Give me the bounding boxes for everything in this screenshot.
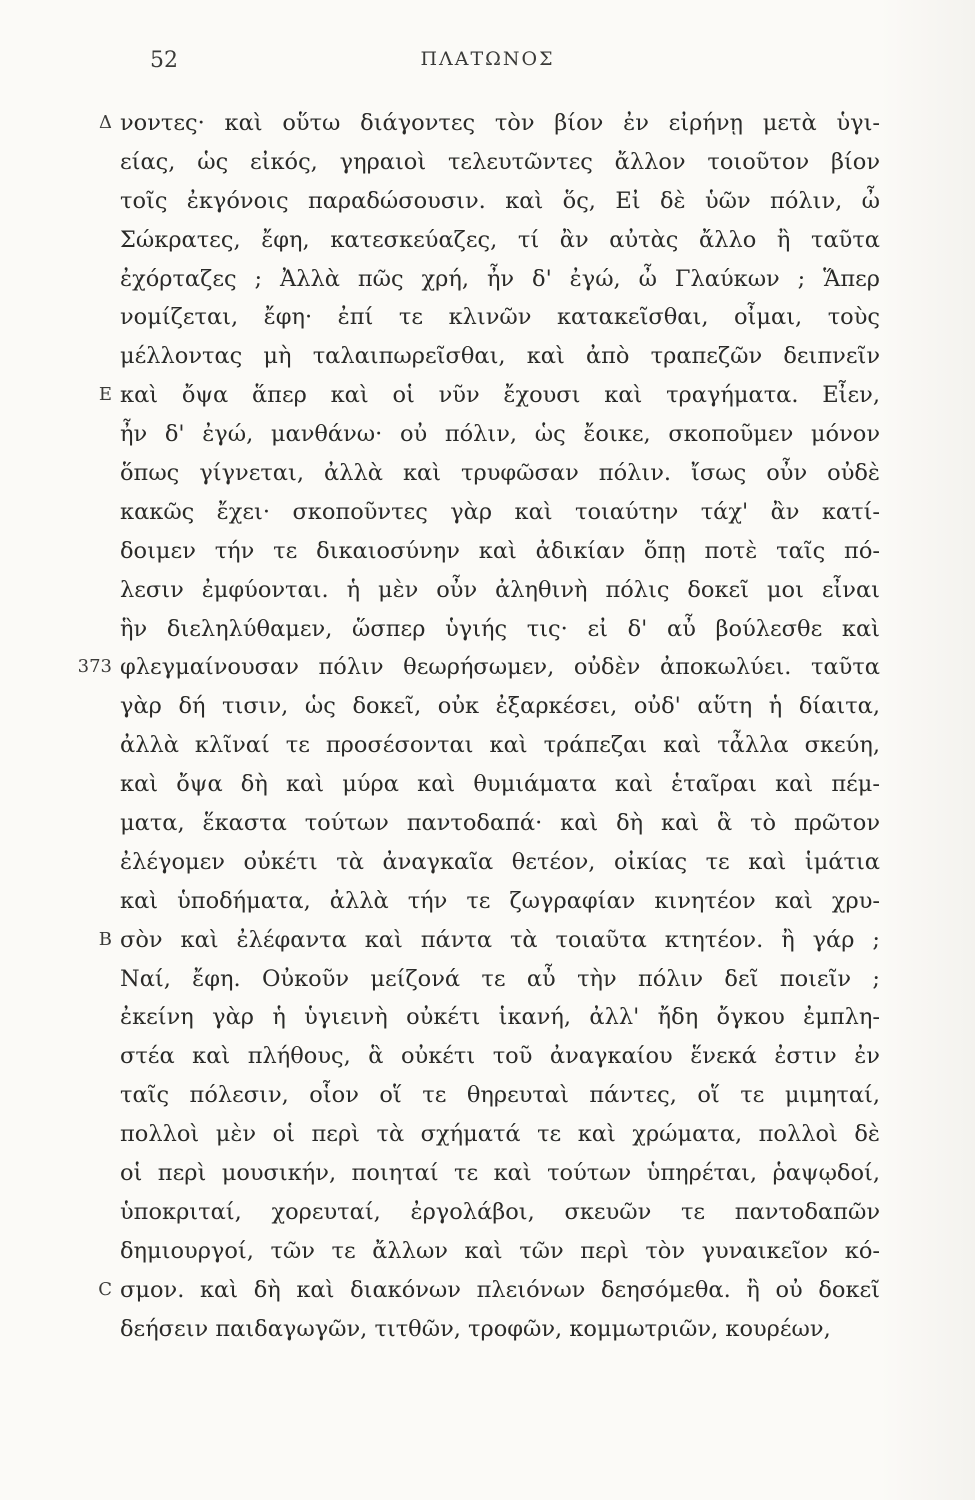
text-line	[120, 1232, 890, 1271]
stephanus-marker: C	[98, 1278, 112, 1300]
line-text: δεήσειν παιδαγωγῶν, τιτθῶν, τροφῶν, κομμωτριῶν, κουρέων,	[120, 1315, 831, 1342]
text-line	[120, 804, 890, 843]
text-line	[120, 143, 890, 182]
text-line	[120, 221, 890, 260]
stephanus-marker: E	[98, 384, 112, 406]
text-line	[120, 687, 890, 726]
text-line	[120, 532, 890, 571]
line-text: ματα, ἕκαστα τούτων παντοδαπά· καὶ δὴ καὶ ἃ τὸ πρῶτον	[120, 810, 880, 837]
text-line	[120, 260, 890, 299]
line-text: δοιμεν τήν τε δικαιοσύνην καὶ ἀδικίαν ὅπῃ ποτὲ ταῖς πό-	[120, 537, 880, 564]
text-line	[120, 298, 890, 337]
text-line	[120, 1310, 890, 1349]
line-text: σὸν καὶ ἐλέφαντα καὶ πάντα τὰ τοιαῦτα κτητέον. ἢ γάρ ;	[120, 926, 880, 953]
text-body	[77, 104, 890, 1349]
text-line	[98, 921, 890, 960]
line-text: Σώκρατες, ἔφη, κατεσκεύαζες, τί ἂν αὐτὰς ἄλλο ἢ ταῦτα	[120, 226, 880, 253]
text-line	[120, 843, 890, 882]
text-line	[120, 1154, 890, 1193]
line-text: πολλοὶ μὲν οἱ περὶ τὰ σχήματά τε καὶ χρώματα, πολλοὶ δὲ	[120, 1121, 880, 1148]
line-text: ἐχόρταζες ; Ἀλλὰ πῶς χρή, ἦν δ' ἐγώ, ὦ Γλαύκων ; Ἅπερ	[120, 265, 880, 292]
line-text: γὰρ δή τισιν, ὡς δοκεῖ, οὐκ ἐξαρκέσει, οὐδ' αὕτη ἡ δίαιτα,	[120, 693, 880, 720]
text-line	[120, 1076, 890, 1115]
page-edge-shade	[880, 0, 975, 1500]
line-text: σμον. καὶ δὴ καὶ διακόνων πλειόνων δεησόμεθα. ἢ οὐ δοκεῖ	[120, 1276, 880, 1303]
running-head: ΠΛΑΤΩΝΟΣ	[420, 48, 555, 70]
text-line	[120, 882, 890, 921]
text-line	[120, 493, 890, 532]
line-text: στέα καὶ πλήθους, ἃ οὐκέτι τοῦ ἀναγκαίου ἕνεκά ἐστιν ἐν	[120, 1043, 880, 1070]
text-line	[120, 182, 890, 221]
line-text: καὶ ὄψα δὴ καὶ μύρα καὶ θυμιάματα καὶ ἑταῖραι καὶ πέμ-	[120, 771, 880, 798]
line-text: καὶ ὑποδήματα, ἀλλὰ τήν τε ζωγραφίαν κινητέον καὶ χρυ-	[120, 887, 880, 914]
line-text: δημιουργοί, τῶν τε ἄλλων καὶ τῶν περὶ τὸν γυναικεῖον κό-	[120, 1237, 880, 1264]
line-text: καὶ ὄψα ἅπερ καὶ οἱ νῦν ἔχουσι καὶ τραγήματα. Εἶεν,	[120, 382, 880, 409]
stephanus-marker: Δ	[99, 112, 112, 133]
text-line	[77, 648, 890, 687]
text-line	[120, 726, 890, 765]
text-line	[120, 765, 890, 804]
stephanus-marker: 373	[77, 656, 112, 678]
text-line	[120, 571, 890, 610]
line-text: ἐκείνη γὰρ ἡ ὑγιεινὴ οὐκέτι ἱκανή, ἀλλ' ἤδη ὄγκου ἐμπλη-	[120, 1004, 880, 1031]
text-line	[98, 376, 890, 415]
line-text: λεσιν ἐμφύονται. ἡ μὲν οὖν ἀληθινὴ πόλις δοκεῖ μοι εἶναι	[120, 576, 880, 603]
line-text: ἣν διεληλύθαμεν, ὥσπερ ὑγιής τις· εἰ δ' αὖ βούλεσθε καὶ	[120, 615, 880, 642]
line-text: νομίζεται, ἔφη· ἐπί τε κλινῶν κατακεῖσθαι, οἶμαι, τοὺς	[120, 304, 880, 331]
text-line	[120, 454, 890, 493]
line-text: είας, ὡς εἰκός, γηραιοὶ τελευτῶντες ἄλλον τοιοῦτον βίον	[120, 148, 880, 175]
text-line	[98, 1271, 890, 1310]
line-text: ταῖς πόλεσιν, οἷον οἵ τε θηρευταὶ πάντες, οἵ τε μιμηταί,	[120, 1082, 880, 1109]
line-text: ὅπως γίγνεται, ἀλλὰ καὶ τρυφῶσαν πόλιν. ἴσως οὖν οὐδὲ	[120, 460, 880, 487]
page-number: 52	[150, 48, 178, 73]
line-text: ἀλλὰ κλῖναί τε προσέσονται καὶ τράπεζαι καὶ τἆλλα σκεύη,	[120, 732, 880, 759]
page-header	[0, 48, 975, 78]
text-line	[120, 998, 890, 1037]
text-line	[120, 1193, 890, 1232]
text-line	[120, 415, 890, 454]
line-text: κακῶς ἔχει· σκοποῦντες γὰρ καὶ τοιαύτην τάχ' ἂν κατί-	[120, 498, 880, 525]
line-text: ἐλέγομεν οὐκέτι τὰ ἀναγκαῖα θετέον, οἰκίας τε καὶ ἱμάτια	[120, 848, 880, 875]
text-line	[120, 610, 890, 649]
line-text: μέλλοντας μὴ ταλαιπωρεῖσθαι, καὶ ἀπὸ τραπεζῶν δειπνεῖν	[120, 343, 880, 370]
line-text: Ναί, ἔφη. Οὐκοῦν μείζονά τε αὖ τὴν πόλιν δεῖ ποιεῖν ;	[120, 965, 880, 992]
text-line	[120, 1037, 890, 1076]
stephanus-marker: B	[98, 928, 112, 950]
line-text: φλεγμαίνουσαν πόλιν θεωρήσωμεν, οὐδὲν ἀποκωλύει. ταῦτα	[120, 654, 880, 681]
text-line	[120, 1115, 890, 1154]
line-text: ἦν δ' ἐγώ, μανθάνω· οὐ πόλιν, ὡς ἔοικε, σκοποῦμεν μόνον	[120, 421, 880, 448]
line-text: τοῖς ἐκγόνοις παραδώσουσιν. καὶ ὅς, Εἰ δὲ ὑῶν πόλιν, ὦ	[120, 187, 880, 214]
line-text: ὑποκριταί, χορευταί, ἐργολάβοι, σκευῶν τε παντοδαπῶν	[120, 1198, 880, 1225]
text-line	[120, 337, 890, 376]
line-text: νοντες· καὶ οὕτω διάγοντες τὸν βίον ἐν εἰρήνῃ μετὰ ὑγι-	[120, 110, 880, 136]
text-line	[120, 960, 890, 999]
line-text: οἱ περὶ μουσικήν, ποιηταί τε καὶ τούτων ὑπηρέται, ῥαψῳδοί,	[120, 1160, 880, 1187]
text-line	[99, 104, 890, 143]
